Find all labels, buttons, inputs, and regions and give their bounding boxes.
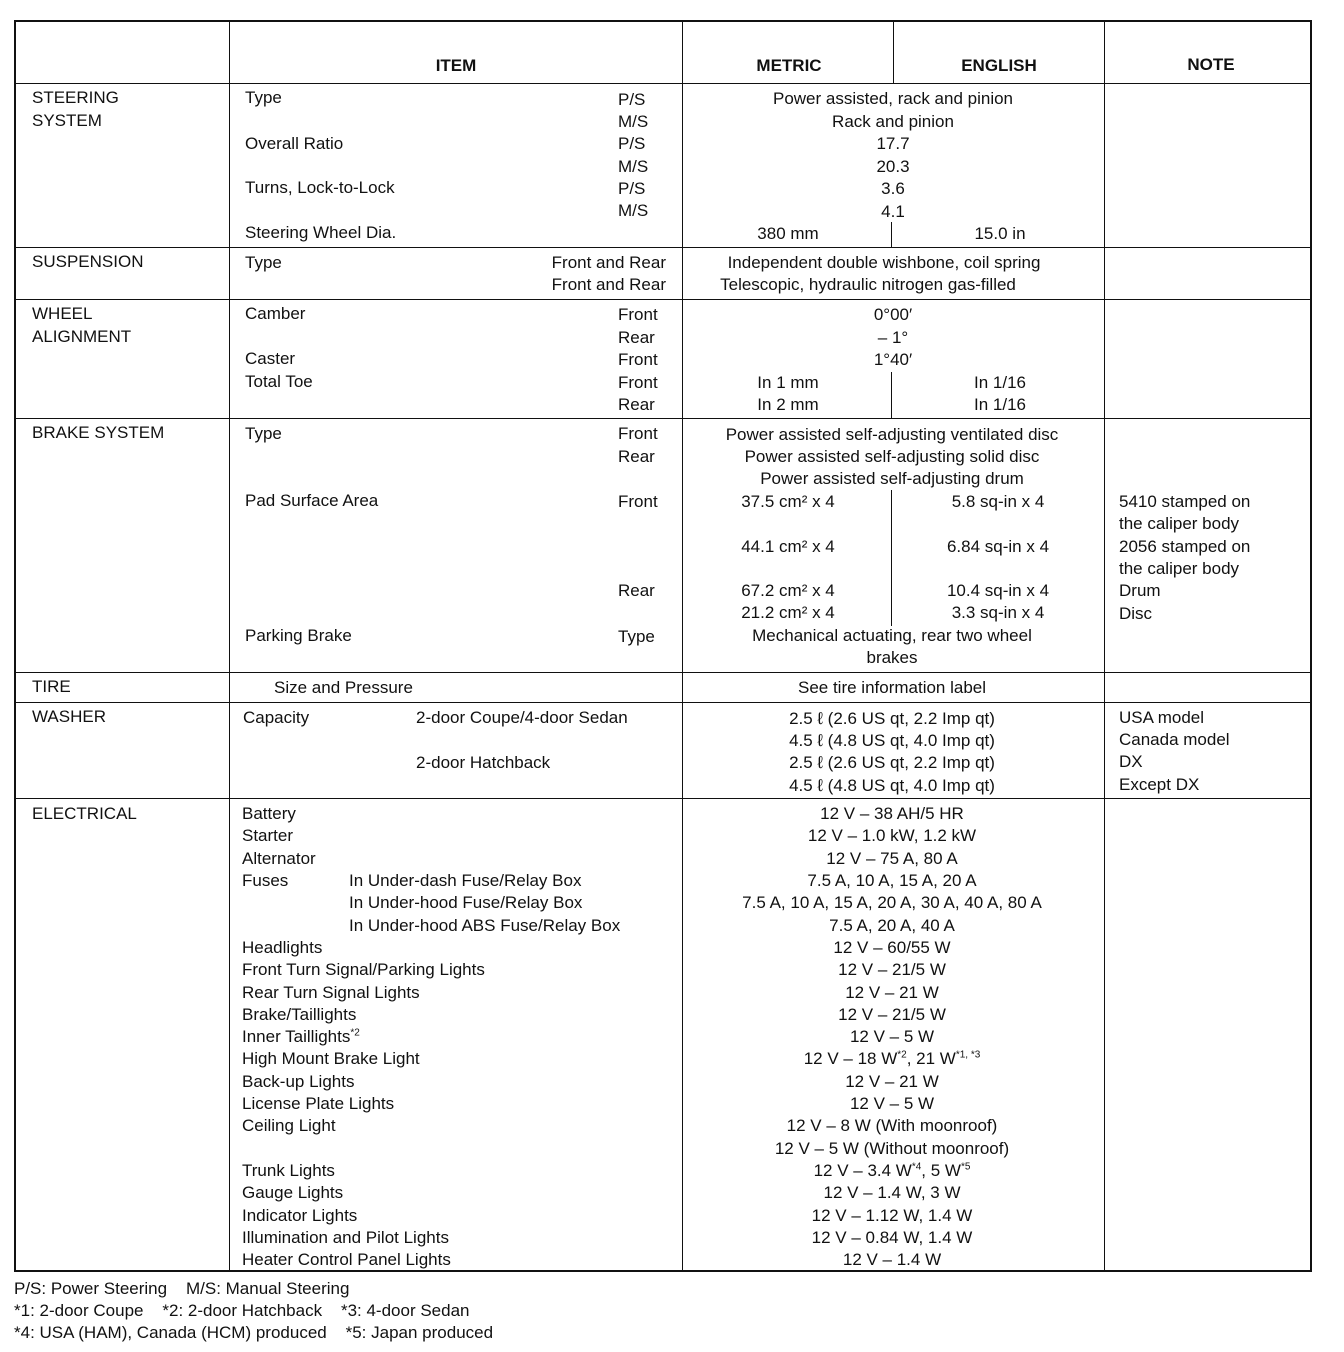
- fuse-abs-value: 7.5 A, 20 A, 40 A: [829, 916, 955, 935]
- brake-type: Type: [245, 424, 282, 443]
- trunk-value: 12 V – 3.4 $W^{*4}$, 5 $W^{*5}$: [813, 1161, 971, 1180]
- license-plate-value: 12 V – 5 W: [849, 1094, 935, 1113]
- headlights: Headlights: [242, 938, 323, 957]
- front-turn: Front Turn Signal/Parking Lights: [242, 960, 485, 979]
- section-washer: WASHER: [32, 707, 106, 726]
- brake-taillights: Brake/Taillights: [242, 1005, 357, 1024]
- split-divider: [891, 222, 892, 248]
- ceiling-value-1: 12 V – 8 W (With moonroof): [786, 1116, 998, 1135]
- turns-ms: 4.1: [881, 202, 905, 221]
- brake-type-rear-2: Power assisted self-adjusting drum: [760, 469, 1024, 488]
- row-divider: [16, 418, 1310, 419]
- washer-note: USA model: [1119, 708, 1205, 727]
- pad-surface-area: Pad Surface Area: [245, 491, 379, 510]
- fuses: Fuses: [242, 871, 289, 890]
- steering-wheel-dia: Steering Wheel Dia.: [245, 223, 397, 242]
- caster: Caster: [245, 349, 296, 368]
- row-divider: [16, 798, 1310, 799]
- parking-value-1: Mechanical actuating, rear two wheel: [752, 626, 1032, 645]
- fuse-under-dash-value: 7.5 A, 10 A, 15 A, 20 A: [807, 871, 977, 890]
- indicator-value: 12 V – 1.12 W, 1.4 W: [811, 1206, 973, 1225]
- col-divider: [229, 22, 230, 1270]
- heater-lights: Heater Control Panel Lights: [242, 1250, 451, 1269]
- indicator-lights: Indicator Lights: [242, 1206, 358, 1225]
- toe-front-metric: In 1 mm: [757, 373, 819, 392]
- front-label: Front: [618, 492, 658, 511]
- camber-rear: – 1°: [877, 328, 909, 347]
- tire-item: Size and Pressure: [274, 678, 413, 697]
- header-metric: METRIC: [756, 56, 822, 75]
- brake-type-front: Power assisted self-adjusting ventilated disc: [725, 425, 1059, 444]
- ms-label: M/S: [618, 201, 649, 220]
- pad-4-metric: 21.2 cm² x 4: [741, 603, 835, 622]
- illumination-value: 12 V – 0.84 W, 1.4 W: [811, 1228, 973, 1247]
- steering-type-ps: Power assisted, rack and pinion: [772, 89, 1014, 108]
- toe-rear-english: In 1/16: [974, 395, 1026, 414]
- row-divider: [16, 672, 1310, 673]
- header-note: NOTE: [1187, 55, 1235, 74]
- pad-3-english: 10.4 sq-in x 4: [946, 581, 1050, 600]
- brake-taillights-value: 12 V – 21/5 W: [838, 1005, 946, 1024]
- ceiling-value-2: 12 V – 5 W (Without moonroof): [774, 1139, 1010, 1158]
- license-plate: License Plate Lights: [242, 1094, 395, 1113]
- fuse-abs: In Under-hood ABS Fuse/Relay Box: [349, 916, 621, 935]
- turns-ps: 3.6: [881, 179, 905, 198]
- washer-note: Canada model: [1119, 730, 1230, 749]
- high-mount-brake: High Mount Brake Light: [242, 1049, 420, 1068]
- front-rear-label: Front and Rear: [551, 253, 666, 272]
- row-divider: [16, 247, 1310, 248]
- pad-1-metric: 37.5 cm² x 4: [741, 492, 835, 511]
- footnote-2: *1: 2-door Coupe *2: 2-door Hatchback *3: 4-door Sedan: [14, 1301, 470, 1320]
- turns-lock: Turns, Lock-to-Lock: [245, 178, 395, 197]
- gauge-value: 12 V – 1.4 W, 3 W: [823, 1183, 961, 1202]
- front-label: Front: [618, 373, 658, 392]
- front-rear-label: Front and Rear: [551, 275, 666, 294]
- brake-type-rear-1: Power assisted self-adjusting solid disc: [744, 447, 1040, 466]
- ps-label: P/S: [618, 134, 646, 153]
- fuse-under-hood: In Under-hood Fuse/Relay Box: [349, 893, 583, 912]
- ps-label: P/S: [618, 90, 646, 109]
- pad-2-english: 6.84 sq-in x 4: [946, 537, 1050, 556]
- brake-note: Disc: [1119, 604, 1153, 623]
- rear-label: Rear: [618, 328, 655, 347]
- section-steering-2: SYSTEM: [32, 111, 102, 130]
- ms-label: M/S: [618, 112, 649, 131]
- section-alignment: WHEEL: [32, 304, 93, 323]
- wheel-english: 15.0 in: [974, 224, 1026, 243]
- col-divider: [1104, 22, 1105, 1270]
- front-label: Front: [618, 424, 658, 443]
- brake-note: 2056 stamped on: [1119, 537, 1251, 556]
- inner-taillights-value: 12 V – 5 W: [849, 1027, 935, 1046]
- brake-note: the caliper body: [1119, 559, 1240, 578]
- washer-hatchback: 2-door Hatchback: [416, 753, 551, 772]
- starter-value: 12 V – 1.0 kW, 1.2 kW: [807, 826, 977, 845]
- washer-coupe-sedan: 2-door Coupe/4-door Sedan: [416, 708, 628, 727]
- washer-note: Except DX: [1119, 775, 1200, 794]
- section-electrical: ELECTRICAL: [32, 804, 137, 823]
- front-turn-value: 12 V – 21/5 W: [838, 960, 946, 979]
- overall-ratio: Overall Ratio: [245, 134, 344, 153]
- washer-value-1: 2.5 ℓ (2.6 US qt, 2.2 Imp qt): [789, 709, 995, 728]
- header-english: ENGLISH: [961, 56, 1037, 75]
- suspension-value-1: Independent double wishbone, coil spring: [727, 253, 1041, 272]
- headlights-value: 12 V – 60/55 W: [833, 938, 951, 957]
- front-label: Front: [618, 305, 658, 324]
- tire-value: See tire information label: [797, 678, 987, 697]
- pad-4-english: 3.3 sq-in x 4: [951, 603, 1045, 622]
- ms-label: M/S: [618, 157, 649, 176]
- washer-note: DX: [1119, 752, 1143, 771]
- battery: Battery: [242, 804, 296, 823]
- camber: Camber: [245, 304, 306, 323]
- washer-capacity: Capacity: [243, 708, 310, 727]
- toe-front-english: In 1/16: [974, 373, 1026, 392]
- washer-value-2: 4.5 ℓ (4.8 US qt, 4.0 Imp qt): [789, 731, 995, 750]
- steering-type-ms: Rack and pinion: [832, 112, 954, 131]
- row-divider: [16, 702, 1310, 703]
- row-divider: [16, 83, 1310, 84]
- total-toe: Total Toe: [245, 372, 313, 391]
- col-divider: [682, 22, 683, 1270]
- backup-lights: Back-up Lights: [242, 1072, 355, 1091]
- suspension-type: Type: [245, 253, 282, 272]
- split-divider: [891, 490, 892, 626]
- ps-label: P/S: [618, 179, 646, 198]
- caster-front: 1°40′: [873, 350, 913, 369]
- footnote-3: *4: USA (HAM), Canada (HCM) produced *5: Japan produced: [14, 1323, 494, 1342]
- rear-turn: Rear Turn Signal Lights: [242, 983, 420, 1002]
- wheel-metric: 380 mm: [757, 224, 819, 243]
- footnote-1: P/S: Power Steering M/S: Manual Steering: [14, 1279, 350, 1298]
- split-divider: [891, 372, 892, 418]
- heater-value: 12 V – 1.4 W: [842, 1250, 942, 1269]
- steering-type: Type: [245, 88, 282, 107]
- rear-label: Rear: [618, 581, 655, 600]
- illumination-lights: Illumination and Pilot Lights: [242, 1228, 449, 1247]
- alternator: Alternator: [242, 849, 316, 868]
- header-item: ITEM: [435, 56, 477, 75]
- toe-rear-metric: In 2 mm: [757, 395, 819, 414]
- high-mount-value: 12 V – 18 $W^{*2}$, 21 $W^{*1, *3}$: [803, 1049, 981, 1068]
- pad-2-metric: 44.1 cm² x 4: [741, 537, 835, 556]
- ratio-ms: 20.3: [876, 157, 910, 176]
- backup-lights-value: 12 V – 21 W: [845, 1072, 939, 1091]
- trunk-lights: Trunk Lights: [242, 1161, 335, 1180]
- front-label: Front: [618, 350, 658, 369]
- fuse-under-dash: In Under-dash Fuse/Relay Box: [349, 871, 582, 890]
- pad-1-english: 5.8 sq-in x 4: [951, 492, 1045, 511]
- washer-value-4: 4.5 ℓ (4.8 US qt, 4.0 Imp qt): [789, 776, 995, 795]
- section-steering: STEERING: [32, 88, 119, 107]
- row-divider: [16, 299, 1310, 300]
- battery-value: 12 V – 38 AH/5 HR: [820, 804, 964, 823]
- rear-label: Rear: [618, 395, 655, 414]
- fuse-under-hood-value: 7.5 A, 10 A, 15 A, 20 A, 30 A, 40 A, 80 A: [742, 893, 1042, 912]
- gauge-lights: Gauge Lights: [242, 1183, 344, 1202]
- camber-front: 0°00′: [873, 305, 913, 324]
- section-suspension: SUSPENSION: [32, 252, 144, 271]
- section-brake: BRAKE SYSTEM: [32, 423, 165, 442]
- section-alignment-2: ALIGNMENT: [32, 327, 132, 346]
- brake-note: 5410 stamped on: [1119, 492, 1251, 511]
- parking-type-label: Type: [618, 627, 655, 646]
- ceiling-light: Ceiling Light: [242, 1116, 336, 1135]
- washer-value-3: 2.5 ℓ (2.6 US qt, 2.2 Imp qt): [789, 753, 995, 772]
- brake-note: the caliper body: [1119, 514, 1240, 533]
- parking-brake: Parking Brake: [245, 626, 352, 645]
- parking-value-2: brakes: [866, 648, 918, 667]
- starter: Starter: [242, 826, 294, 845]
- brake-note: Drum: [1119, 581, 1161, 600]
- alternator-value: 12 V – 75 A, 80 A: [826, 849, 958, 868]
- rear-turn-value: 12 V – 21 W: [845, 983, 939, 1002]
- rear-label: Rear: [618, 447, 655, 466]
- section-tire: TIRE: [32, 677, 71, 696]
- ratio-ps: 17.7: [876, 134, 910, 153]
- metric-english-divider: [893, 22, 894, 84]
- inner-taillights: Inner Taillights$^{*2}$: [242, 1027, 360, 1046]
- suspension-value-2: Telescopic, hydraulic nitrogen gas-filled: [720, 275, 1016, 294]
- spec-table: [14, 20, 1312, 1272]
- pad-3-metric: 67.2 cm² x 4: [741, 581, 835, 600]
